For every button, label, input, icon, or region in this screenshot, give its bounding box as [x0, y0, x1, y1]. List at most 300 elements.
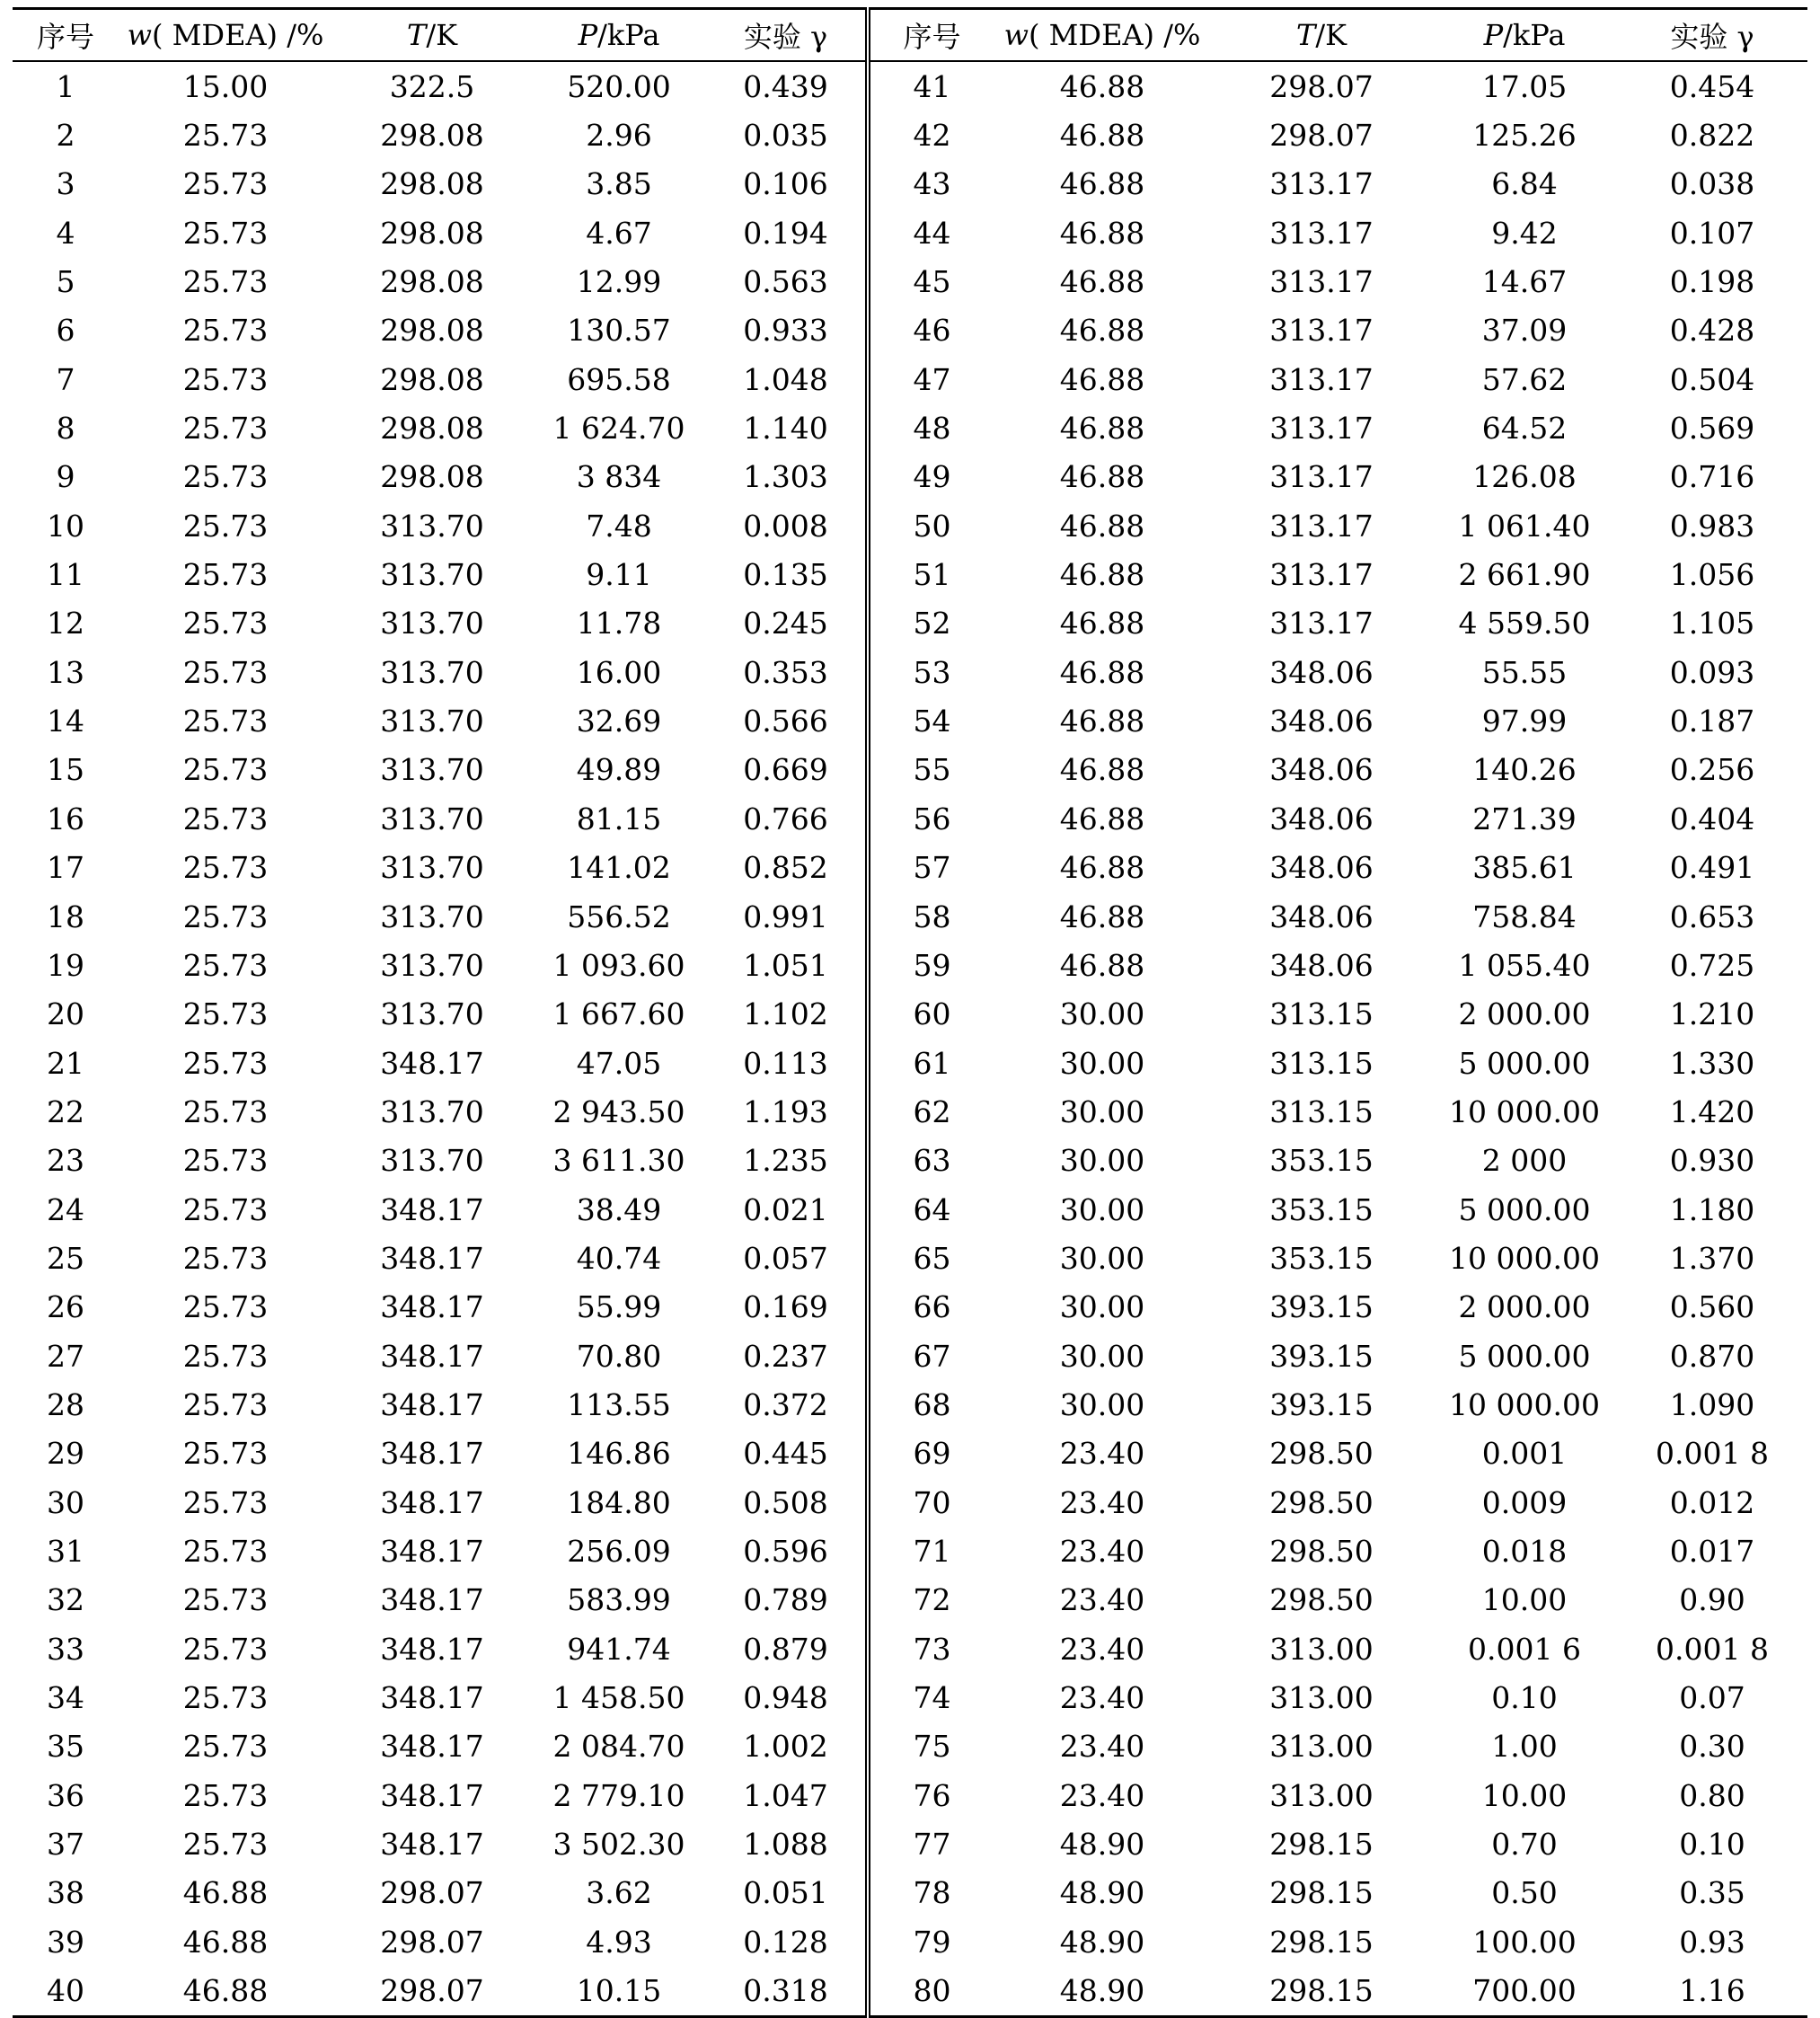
mdea-fraction-cell: 25.73 — [182, 704, 269, 739]
temperature-cell: 313.17 — [1269, 508, 1374, 544]
mdea-fraction-cell: 25.73 — [182, 1386, 269, 1422]
temperature-cell: 313.15 — [1269, 1045, 1374, 1081]
pressure-cell: 3.62 — [586, 1875, 652, 1911]
mdea-fraction-cell: 30.00 — [1059, 996, 1145, 1032]
pressure-cell: 55.99 — [576, 1289, 662, 1325]
index-cell: 1 — [56, 68, 75, 104]
gamma-cell: 0.948 — [743, 1680, 828, 1716]
index-cell: 59 — [868, 941, 994, 989]
index-cell: 51 — [868, 550, 994, 598]
mdea-fraction-cell: 48.90 — [1059, 1875, 1145, 1911]
header-mdea-fraction-left — [119, 9, 332, 62]
mdea-fraction-cell: 46.88 — [1059, 801, 1145, 836]
pressure-cell: 2 000.00 — [1458, 996, 1591, 1032]
pressure-cell: 271.39 — [1472, 801, 1577, 836]
table-row — [13, 1771, 1807, 1819]
temperature-cell: 298.15 — [1269, 1875, 1374, 1911]
index-cell: 37 — [47, 1827, 84, 1863]
index-cell: 28 — [47, 1386, 84, 1422]
table-row — [13, 746, 1807, 794]
pressure-cell: 40.74 — [576, 1240, 662, 1276]
gamma-cell: 1.193 — [743, 1093, 828, 1129]
pressure-cell: 5 000.00 — [1458, 1338, 1591, 1374]
temperature-cell: 348.06 — [1269, 704, 1374, 739]
gamma-cell: 0.879 — [743, 1631, 828, 1667]
index-cell: 77 — [868, 1819, 994, 1868]
table-row — [13, 1576, 1807, 1624]
gamma-cell: 0.563 — [743, 264, 828, 300]
table-row — [13, 844, 1807, 892]
temperature-cell: 313.17 — [1269, 313, 1374, 349]
temperature-cell: 353.15 — [1269, 1191, 1374, 1227]
temperature-cell: 313.17 — [1269, 459, 1374, 495]
pressure-cell: 2.96 — [586, 118, 652, 154]
temperature-cell: 298.08 — [380, 264, 484, 300]
table-row — [13, 648, 1807, 696]
pressure-cell: 184.80 — [567, 1484, 671, 1520]
mdea-fraction-cell: 30.00 — [1059, 1240, 1145, 1276]
gamma-cell: 1.102 — [743, 996, 828, 1032]
gamma-cell: 0.237 — [743, 1338, 828, 1374]
pressure-cell: 10 000.00 — [1449, 1386, 1600, 1422]
pressure-cell: 0.10 — [1491, 1680, 1558, 1716]
temperature-cell: 348.17 — [380, 1386, 484, 1422]
index-cell: 57 — [868, 844, 994, 892]
gamma-cell: 0.057 — [743, 1240, 828, 1276]
index-cell: 78 — [868, 1869, 994, 1917]
mdea-fraction-cell: 23.40 — [1059, 1533, 1145, 1569]
gamma-cell: 0.187 — [1669, 704, 1755, 739]
mdea-fraction-cell: 48.90 — [1059, 1827, 1145, 1863]
table-body — [13, 61, 1807, 2016]
temperature-cell: 298.08 — [380, 166, 484, 202]
index-cell: 42 — [868, 111, 994, 159]
temperature-cell: 348.17 — [380, 1631, 484, 1667]
pressure-cell: 1 061.40 — [1458, 508, 1591, 544]
mdea-fraction-cell: 46.88 — [1059, 606, 1145, 642]
pressure-cell: 10.00 — [1481, 1582, 1568, 1618]
t-unit: /K — [426, 18, 458, 52]
table-row — [13, 599, 1807, 648]
index-cell: 73 — [868, 1624, 994, 1673]
pressure-cell: 700.00 — [1472, 1973, 1577, 2009]
pressure-cell: 141.02 — [567, 850, 671, 886]
mdea-fraction-cell: 25.73 — [182, 1289, 269, 1325]
index-cell: 52 — [868, 599, 994, 648]
temperature-cell: 298.08 — [380, 361, 484, 397]
table-row — [13, 696, 1807, 745]
index-cell: 53 — [868, 648, 994, 696]
pressure-cell: 3.85 — [586, 166, 652, 202]
gamma-cell: 0.30 — [1679, 1729, 1745, 1765]
pressure-cell: 256.09 — [567, 1533, 671, 1569]
gamma-cell: 0.038 — [1669, 166, 1755, 202]
pressure-cell: 3 834 — [576, 459, 662, 495]
index-cell: 3 — [56, 166, 75, 202]
pressure-cell: 1 624.70 — [552, 411, 685, 447]
gamma-cell: 0.870 — [1669, 1338, 1755, 1374]
mdea-fraction-cell: 46.88 — [1059, 947, 1145, 983]
mdea-fraction-cell: 23.40 — [1059, 1680, 1145, 1716]
index-cell: 56 — [868, 794, 994, 843]
mdea-fraction-cell: 46.88 — [1059, 215, 1145, 251]
index-cell: 14 — [47, 704, 84, 739]
pressure-cell: 49.89 — [576, 752, 662, 788]
pressure-cell: 14.67 — [1481, 264, 1568, 300]
temperature-cell: 393.15 — [1269, 1386, 1374, 1422]
mdea-fraction-cell: 23.40 — [1059, 1436, 1145, 1472]
mdea-fraction-cell: 46.88 — [1059, 850, 1145, 886]
mdea-fraction-cell: 46.88 — [182, 1924, 269, 1960]
gamma-cell: 0.106 — [743, 166, 828, 202]
temperature-cell: 313.70 — [380, 557, 484, 593]
header-gamma-left: 实验 γ — [743, 20, 828, 54]
gamma-cell: 0.491 — [1669, 850, 1755, 886]
pressure-cell: 4.93 — [586, 1924, 652, 1960]
index-cell: 38 — [47, 1875, 84, 1911]
mdea-fraction-cell: 25.73 — [182, 752, 269, 788]
gamma-cell: 0.353 — [743, 654, 828, 690]
index-cell: 63 — [868, 1137, 994, 1185]
pressure-cell: 0.50 — [1491, 1875, 1558, 1911]
header-row — [13, 9, 1807, 62]
gamma-cell: 0.404 — [1669, 801, 1755, 836]
table-row — [13, 403, 1807, 452]
index-cell: 31 — [47, 1533, 84, 1569]
gamma-cell: 0.318 — [743, 1973, 828, 2009]
pressure-cell: 1 458.50 — [552, 1680, 685, 1716]
p-symbol: P — [578, 18, 598, 52]
temperature-cell: 298.50 — [1269, 1582, 1374, 1618]
temperature-cell: 298.07 — [380, 1924, 484, 1960]
pressure-cell: 1.00 — [1491, 1729, 1558, 1765]
pressure-cell: 6.84 — [1491, 166, 1558, 202]
gamma-cell: 0.504 — [1669, 361, 1755, 397]
mdea-fraction-cell: 46.88 — [1059, 459, 1145, 495]
mdea-fraction-cell: 25.73 — [182, 654, 269, 690]
mdea-fraction-cell: 25.73 — [182, 411, 269, 447]
pressure-cell: 2 943.50 — [552, 1093, 685, 1129]
mdea-fraction-cell: 25.73 — [182, 850, 269, 886]
pressure-cell: 5 000.00 — [1458, 1191, 1591, 1227]
t-symbol: T — [406, 18, 427, 52]
index-cell: 20 — [47, 996, 84, 1032]
gamma-cell: 0.80 — [1679, 1777, 1745, 1813]
table-row — [13, 1917, 1807, 1966]
header-pressure-right — [1432, 9, 1617, 62]
pressure-cell: 0.018 — [1481, 1533, 1568, 1569]
temperature-cell: 348.17 — [380, 1729, 484, 1765]
mdea-fraction-cell: 23.40 — [1059, 1582, 1145, 1618]
index-cell: 65 — [868, 1234, 994, 1282]
gamma-cell: 1.235 — [743, 1143, 828, 1179]
index-cell: 44 — [868, 208, 994, 257]
temperature-cell: 313.70 — [380, 947, 484, 983]
mdea-fraction-cell: 46.88 — [1059, 704, 1145, 739]
gamma-cell: 0.256 — [1669, 752, 1755, 788]
gamma-cell: 0.669 — [743, 752, 828, 788]
index-cell: 9 — [56, 459, 75, 495]
pressure-cell: 126.08 — [1472, 459, 1577, 495]
temperature-cell: 298.15 — [1269, 1924, 1374, 1960]
index-cell: 46 — [868, 306, 994, 355]
index-cell: 39 — [47, 1924, 84, 1960]
index-cell: 21 — [47, 1045, 84, 1081]
header-temperature-right — [1211, 9, 1432, 62]
index-cell: 17 — [47, 850, 84, 886]
pressure-cell: 5 000.00 — [1458, 1045, 1591, 1081]
gamma-cell: 1.048 — [743, 361, 828, 397]
gamma-cell: 1.047 — [743, 1777, 828, 1813]
pressure-cell: 130.57 — [567, 313, 671, 349]
mdea-fraction-cell: 25.73 — [182, 1436, 269, 1472]
table-row — [13, 1234, 1807, 1282]
index-cell: 8 — [56, 411, 75, 447]
mdea-fraction-cell: 25.73 — [182, 361, 269, 397]
gamma-cell: 0.766 — [743, 801, 828, 836]
pressure-cell: 70.80 — [576, 1338, 662, 1374]
pressure-cell: 0.001 6 — [1468, 1631, 1581, 1667]
temperature-cell: 313.70 — [380, 508, 484, 544]
gamma-cell: 0.991 — [743, 898, 828, 934]
header-index-right: 序号 — [868, 9, 994, 62]
index-cell: 32 — [47, 1582, 84, 1618]
table-row — [13, 257, 1807, 305]
table-row — [13, 1673, 1807, 1721]
temperature-cell: 348.17 — [380, 1338, 484, 1374]
temperature-cell: 313.17 — [1269, 215, 1374, 251]
gamma-cell: 1.210 — [1669, 996, 1755, 1032]
gamma-cell: 0.198 — [1669, 264, 1755, 300]
gamma-cell: 1.051 — [743, 947, 828, 983]
table-row — [13, 355, 1807, 403]
w-unit: ( MDEA) /% — [152, 18, 324, 52]
pressure-cell: 57.62 — [1481, 361, 1568, 397]
mdea-fraction-cell: 25.73 — [182, 1729, 269, 1765]
table-row — [13, 1819, 1807, 1868]
gamma-cell: 0.653 — [1669, 898, 1755, 934]
pressure-cell: 11.78 — [576, 606, 662, 642]
mdea-fraction-cell: 25.73 — [182, 1484, 269, 1520]
index-cell: 45 — [868, 257, 994, 305]
index-cell: 7 — [56, 361, 75, 397]
pressure-cell: 583.99 — [567, 1582, 671, 1618]
mdea-fraction-cell: 25.73 — [182, 313, 269, 349]
index-cell: 33 — [47, 1631, 84, 1667]
t-unit: /K — [1315, 18, 1347, 52]
temperature-cell: 313.70 — [380, 801, 484, 836]
mdea-fraction-cell: 46.88 — [1059, 752, 1145, 788]
temperature-cell: 313.70 — [380, 1093, 484, 1129]
gamma-cell: 0.194 — [743, 215, 828, 251]
gamma-cell: 0.596 — [743, 1533, 828, 1569]
gamma-cell: 0.008 — [743, 508, 828, 544]
temperature-cell: 298.50 — [1269, 1484, 1374, 1520]
index-cell: 64 — [868, 1185, 994, 1234]
index-cell: 11 — [47, 557, 84, 593]
pressure-cell: 0.009 — [1481, 1484, 1568, 1520]
pressure-cell: 100.00 — [1472, 1924, 1577, 1960]
gamma-cell: 0.560 — [1669, 1289, 1755, 1325]
gamma-cell: 0.569 — [1669, 411, 1755, 447]
index-cell: 66 — [868, 1283, 994, 1332]
index-cell: 69 — [868, 1429, 994, 1478]
temperature-cell: 313.70 — [380, 606, 484, 642]
pressure-cell: 695.58 — [567, 361, 671, 397]
index-cell: 6 — [56, 313, 75, 349]
temperature-cell: 313.70 — [380, 654, 484, 690]
pressure-cell: 7.48 — [586, 508, 652, 544]
index-cell: 54 — [868, 696, 994, 745]
temperature-cell: 348.06 — [1269, 801, 1374, 836]
gamma-cell: 0.021 — [743, 1191, 828, 1227]
table-row — [13, 306, 1807, 355]
pressure-cell: 1 055.40 — [1458, 947, 1591, 983]
gamma-cell: 0.508 — [743, 1484, 828, 1520]
gamma-cell: 0.107 — [1669, 215, 1755, 251]
index-cell: 30 — [47, 1484, 84, 1520]
gamma-cell: 1.420 — [1669, 1093, 1755, 1129]
gamma-cell: 0.983 — [1669, 508, 1755, 544]
gamma-cell: 0.852 — [743, 850, 828, 886]
table-row — [13, 941, 1807, 989]
mdea-fraction-cell: 30.00 — [1059, 1289, 1145, 1325]
temperature-cell: 313.70 — [380, 996, 484, 1032]
mdea-fraction-cell: 25.73 — [182, 215, 269, 251]
temperature-cell: 348.17 — [380, 1582, 484, 1618]
header-gamma-right: 实验 γ — [1670, 20, 1754, 54]
temperature-cell: 313.15 — [1269, 996, 1374, 1032]
gamma-cell: 0.017 — [1669, 1533, 1755, 1569]
gamma-cell: 0.725 — [1669, 947, 1755, 983]
index-cell: 41 — [868, 61, 994, 111]
index-cell: 22 — [47, 1093, 84, 1129]
gamma-cell: 0.445 — [743, 1436, 828, 1472]
temperature-cell: 393.15 — [1269, 1338, 1374, 1374]
table-header — [13, 9, 1807, 62]
pressure-cell: 9.42 — [1491, 215, 1558, 251]
gamma-cell: 0.012 — [1669, 1484, 1755, 1520]
mdea-fraction-cell: 25.73 — [182, 118, 269, 154]
gamma-cell: 1.330 — [1669, 1045, 1755, 1081]
pressure-cell: 32.69 — [576, 704, 662, 739]
mdea-fraction-cell: 25.73 — [182, 1533, 269, 1569]
w-symbol: w — [127, 18, 152, 52]
mdea-fraction-cell: 30.00 — [1059, 1093, 1145, 1129]
temperature-cell: 348.06 — [1269, 898, 1374, 934]
table-row — [13, 1966, 1807, 2016]
mdea-fraction-cell: 46.88 — [1059, 264, 1145, 300]
temperature-cell: 313.70 — [380, 1143, 484, 1179]
pressure-cell: 0.70 — [1491, 1827, 1558, 1863]
temperature-cell: 313.00 — [1269, 1729, 1374, 1765]
gamma-cell: 1.370 — [1669, 1240, 1755, 1276]
pressure-cell: 1 667.60 — [552, 996, 685, 1032]
index-cell: 74 — [868, 1673, 994, 1721]
index-cell: 12 — [47, 606, 84, 642]
index-cell: 34 — [47, 1680, 84, 1716]
table-row — [13, 61, 1807, 111]
temperature-cell: 313.15 — [1269, 1093, 1374, 1129]
index-cell: 24 — [47, 1191, 84, 1227]
table-row — [13, 1039, 1807, 1087]
temperature-cell: 298.15 — [1269, 1973, 1374, 2009]
temperature-cell: 313.00 — [1269, 1777, 1374, 1813]
gamma-cell: 0.428 — [1669, 313, 1755, 349]
gamma-cell: 0.07 — [1679, 1680, 1745, 1716]
pressure-cell: 125.26 — [1472, 118, 1577, 154]
mdea-fraction-cell: 25.73 — [182, 1680, 269, 1716]
temperature-cell: 348.17 — [380, 1827, 484, 1863]
pressure-cell: 16.00 — [576, 654, 662, 690]
mdea-fraction-cell: 30.00 — [1059, 1143, 1145, 1179]
header-pressure-left — [532, 9, 706, 62]
temperature-cell: 298.07 — [1269, 68, 1374, 104]
temperature-cell: 353.15 — [1269, 1143, 1374, 1179]
temperature-cell: 298.50 — [1269, 1436, 1374, 1472]
mdea-fraction-cell: 15.00 — [182, 68, 269, 104]
index-cell: 70 — [868, 1478, 994, 1527]
pressure-cell: 12.99 — [576, 264, 662, 300]
gamma-cell: 0.933 — [743, 313, 828, 349]
pressure-cell: 2 000 — [1481, 1143, 1568, 1179]
table-row — [13, 794, 1807, 843]
temperature-cell: 298.50 — [1269, 1533, 1374, 1569]
w-symbol: w — [1003, 18, 1029, 52]
temperature-cell: 348.17 — [380, 1191, 484, 1227]
mdea-fraction-cell: 30.00 — [1059, 1386, 1145, 1422]
mdea-fraction-cell: 25.73 — [182, 947, 269, 983]
index-cell: 61 — [868, 1039, 994, 1087]
index-cell: 50 — [868, 501, 994, 550]
index-cell: 27 — [47, 1338, 84, 1374]
gamma-cell: 0.789 — [743, 1582, 828, 1618]
table-row — [13, 1624, 1807, 1673]
temperature-cell: 393.15 — [1269, 1289, 1374, 1325]
pressure-cell: 9.11 — [586, 557, 652, 593]
pressure-cell: 2 000.00 — [1458, 1289, 1591, 1325]
header-mdea-fraction-right — [994, 9, 1211, 62]
index-cell: 80 — [868, 1966, 994, 2016]
index-cell: 68 — [868, 1380, 994, 1429]
index-cell: 72 — [868, 1576, 994, 1624]
table-row — [13, 1478, 1807, 1527]
temperature-cell: 348.06 — [1269, 850, 1374, 886]
mdea-fraction-cell: 46.88 — [1059, 654, 1145, 690]
pressure-cell: 4.67 — [586, 215, 652, 251]
index-cell: 29 — [47, 1436, 84, 1472]
index-cell: 2 — [56, 118, 75, 154]
temperature-cell: 348.17 — [380, 1533, 484, 1569]
index-cell: 40 — [47, 1973, 84, 2009]
mdea-fraction-cell: 30.00 — [1059, 1191, 1145, 1227]
mdea-fraction-cell: 25.73 — [182, 1582, 269, 1618]
pressure-cell: 10.00 — [1481, 1777, 1568, 1813]
pressure-cell: 113.55 — [567, 1386, 671, 1422]
mdea-fraction-cell: 46.88 — [1059, 411, 1145, 447]
mdea-fraction-cell: 46.88 — [1059, 68, 1145, 104]
index-cell: 71 — [868, 1527, 994, 1575]
temperature-cell: 348.17 — [380, 1289, 484, 1325]
w-unit: ( MDEA) /% — [1029, 18, 1201, 52]
pressure-cell: 2 779.10 — [552, 1777, 685, 1813]
mdea-fraction-cell: 46.88 — [182, 1973, 269, 2009]
p-unit: /kPa — [597, 18, 660, 52]
p-symbol: P — [1483, 18, 1504, 52]
gamma-cell: 0.439 — [743, 68, 828, 104]
pressure-cell: 0.001 — [1481, 1436, 1568, 1472]
gamma-cell: 0.930 — [1669, 1143, 1755, 1179]
